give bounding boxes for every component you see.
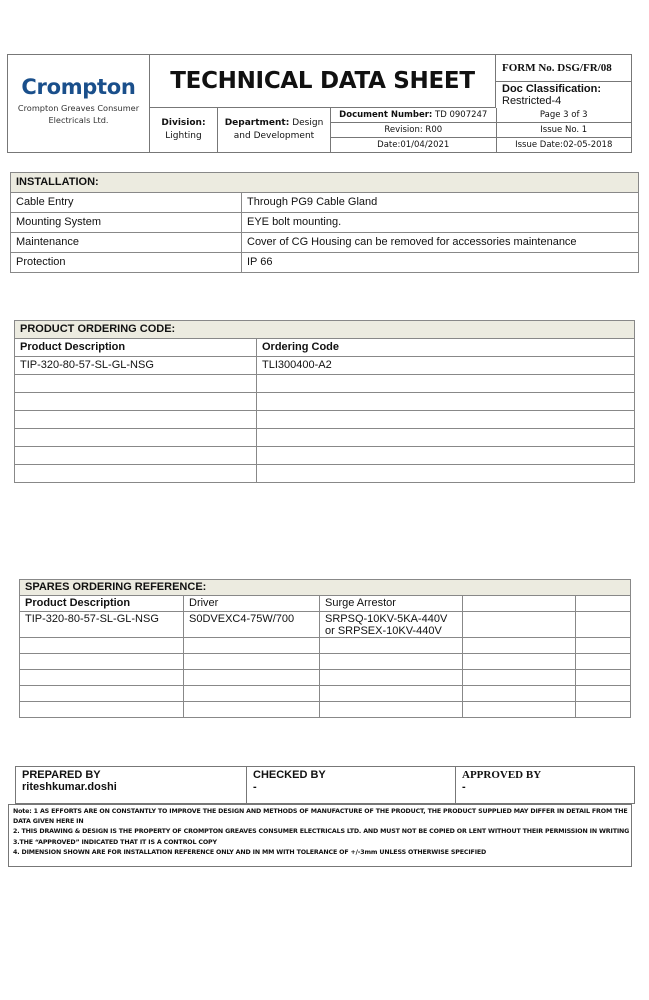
spares-title: SPARES ORDERING REFERENCE:	[20, 580, 631, 596]
notes-block	[8, 804, 632, 867]
empty-row	[20, 654, 631, 670]
column-header: Surge Arrestor	[320, 596, 463, 612]
division-value: Lighting	[165, 131, 202, 141]
signoff-block	[15, 766, 635, 804]
spares-table	[19, 579, 631, 718]
empty-row	[15, 411, 635, 429]
department-label: Department:	[224, 118, 290, 128]
empty-row	[15, 393, 635, 411]
product-ordering-table	[14, 320, 635, 483]
ordering-code: TLI300400-A2	[257, 357, 635, 375]
column-header	[576, 596, 631, 612]
column-header: Product Description	[15, 339, 257, 357]
table-row	[15, 357, 635, 375]
note-3: 3.THE “APPROVED” INDICATED THAT IT IS A CONTROL COPY	[13, 838, 217, 846]
department	[218, 108, 331, 152]
approved-by-value: -	[462, 781, 466, 793]
empty-row	[15, 429, 635, 447]
prepared-by	[16, 767, 247, 803]
row-label: Mounting System	[11, 213, 242, 233]
date: Date:01/04/2021	[331, 137, 496, 152]
document-header	[7, 54, 632, 153]
document-meta	[331, 108, 631, 152]
column-header	[463, 596, 576, 612]
surge-arrestor-option-1: SRPSQ-10KV-5KA-440V	[325, 613, 448, 625]
row-value: Cover of CG Housing can be removed for accessories maintenance	[242, 233, 639, 253]
page-title: TECHNICAL DATA SHEET	[150, 55, 496, 108]
division	[150, 108, 218, 152]
table-row	[11, 233, 639, 253]
doc-classification-value: Restricted-4	[502, 95, 562, 107]
row-value: EYE bolt mounting.	[242, 213, 639, 233]
column-header: Ordering Code	[257, 339, 635, 357]
issue-date: Issue Date:02-05-2018	[496, 137, 631, 152]
prepared-by-value: riteshkumar.doshi	[22, 781, 117, 793]
product-ordering-title: PRODUCT ORDERING CODE:	[15, 321, 635, 339]
table-row	[11, 253, 639, 273]
empty-row	[20, 702, 631, 718]
table-row	[11, 193, 639, 213]
installation-title: INSTALLATION:	[11, 173, 639, 193]
division-label: Division:	[161, 118, 206, 128]
approved-by-label: APPROVED BY	[462, 769, 542, 781]
table-row	[11, 213, 639, 233]
product-description: TIP-320-80-57-SL-GL-NSG	[15, 357, 257, 375]
empty-row	[15, 447, 635, 465]
empty-row	[15, 375, 635, 393]
document-number-value: TD 0907247	[435, 110, 488, 121]
issue-number: Issue No. 1	[496, 123, 631, 138]
installation-table	[10, 172, 639, 273]
company-logo: Crompton	[21, 75, 136, 99]
row-label: Cable Entry	[11, 193, 242, 213]
department-value: Design and Development	[233, 118, 324, 141]
form-number: FORM No. DSG/FR/08	[496, 55, 631, 82]
column-header: Product Description	[20, 596, 184, 612]
row-value: Through PG9 Cable Gland	[242, 193, 639, 213]
prepared-by-label: PREPARED BY	[22, 769, 101, 781]
document-number	[331, 108, 496, 123]
checked-by-label: CHECKED BY	[253, 769, 326, 781]
empty-row	[15, 465, 635, 483]
row-value: IP 66	[242, 253, 639, 273]
driver: S0DVEXC4-75W/700	[184, 612, 320, 638]
row-label: Protection	[11, 253, 242, 273]
table-row	[20, 612, 631, 638]
doc-classification-label: Doc Classification:	[502, 83, 602, 95]
checked-by	[247, 767, 456, 803]
empty-row	[20, 686, 631, 702]
checked-by-value: -	[253, 781, 257, 793]
note-1: Note: 1 AS EFFORTS ARE ON CONSTANTLY TO IMPROVE THE DESIGN AND METHODS OF MANUFACTURE OF THE PRODUCT, THE PRODUCT SUPPLIED MAY DIFFER IN DETAIL FROM THE DATA GIVEN HERE IN	[13, 808, 628, 826]
document-number-label: Document Number:	[339, 110, 433, 121]
company-name: Crompton Greaves Consumer Electricals Ltd.	[17, 103, 140, 125]
empty-row	[20, 638, 631, 654]
logo-cell	[8, 55, 150, 152]
revision: Revision: R00	[331, 123, 496, 138]
surge-arrestor-option-2: or SRPSEX-10KV-440V	[325, 625, 442, 637]
product-description: TIP-320-80-57-SL-GL-NSG	[20, 612, 184, 638]
surge-arrestor	[320, 612, 463, 638]
approved-by	[456, 767, 634, 803]
column-header: Driver	[184, 596, 320, 612]
row-label: Maintenance	[11, 233, 242, 253]
page-number: Page 3 of 3	[496, 108, 631, 123]
doc-classification	[496, 82, 631, 108]
note-4: 4. DIMENSION SHOWN ARE FOR INSTALLATION REFERENCE ONLY AND IN MM WITH TOLERANCE OF +/-3mm UNLESS OTHERWISE SPECIFIED	[13, 848, 487, 856]
empty-row	[20, 670, 631, 686]
note-2: 2. THIS DRAWING & DESIGN IS THE PROPERTY OF CROMPTON GREAVES CONSUMER ELECTRICALS LTD. AND MUST NOT BE COPIED OR LENT WITHOUT THEIR PERMISSION IN WRITING	[13, 828, 630, 836]
